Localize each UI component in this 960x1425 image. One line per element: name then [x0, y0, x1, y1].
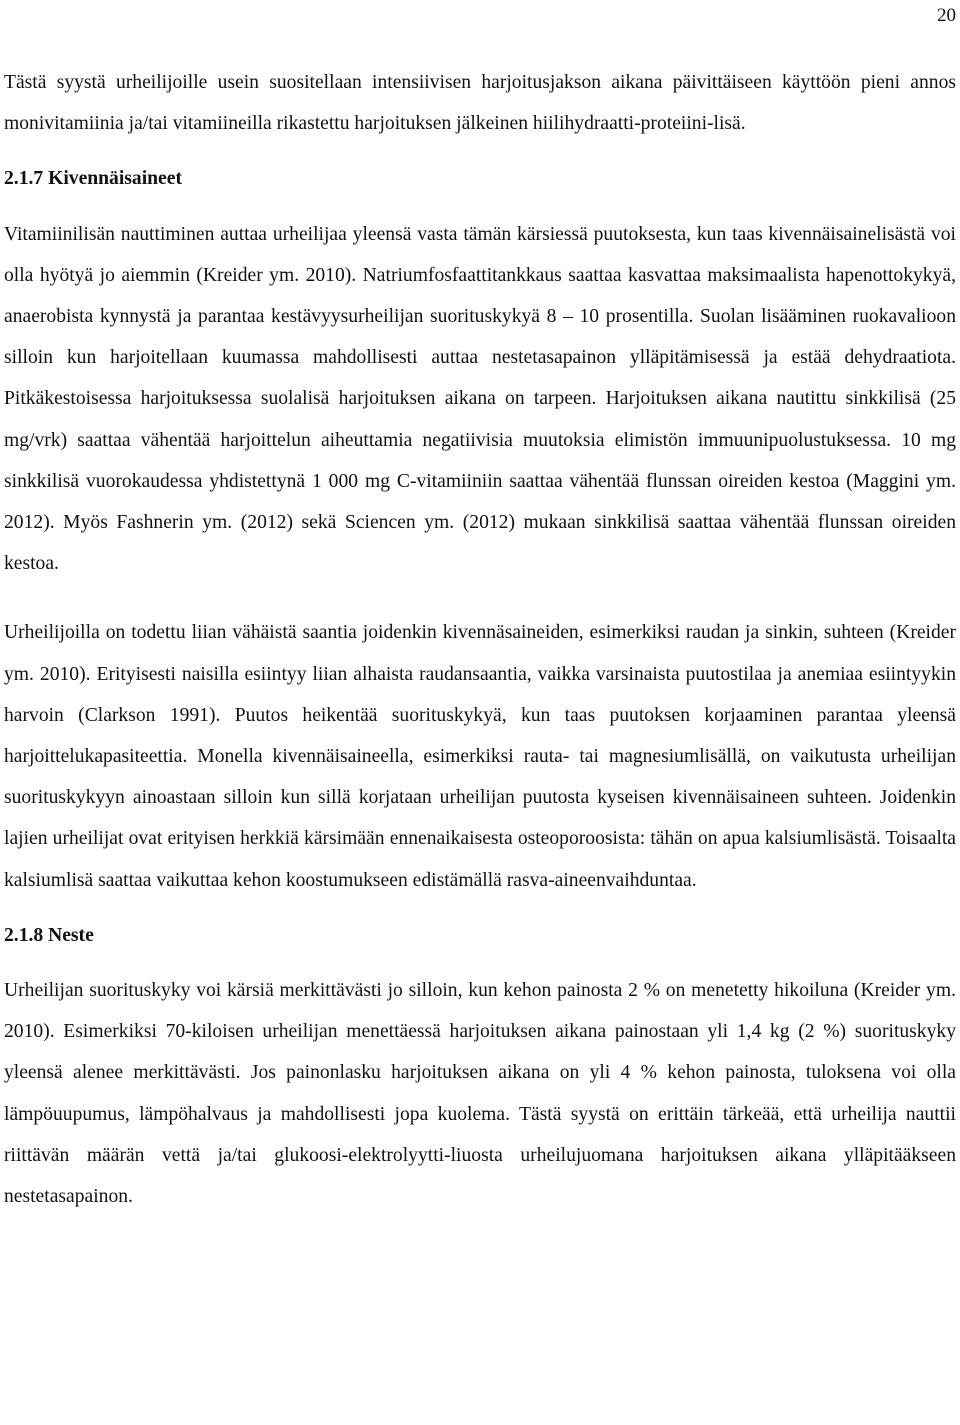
section-heading-neste: 2.1.8 Neste — [4, 924, 94, 946]
spacer — [4, 901, 956, 915]
kivennaisaineet-paragraph-2: Urheilijoilla on todettu liian vähäistä saantia joidenkin kivennäsaineiden, esimerkiksi raudan ja sinkin, suhteen (Kreider ym. 2010). Erityisesti naisilla esiintyy liian alhaista raudansaantia, vaikka varsinaista puutostilaa ja anemiaa esiintyykin harvoin (Clarkson 1991). Puutos heikentää suorituskykyä, kun taas puutoksen korjaaminen parantaa yleensä harjoittelukapasiteettia. Monella kivennäisaineella, esimerkiksi rauta- tai magnesiumlisällä, on vaikutusta urheilijan suorituskykyyn ainoastaan silloin kun sillä korjataan urheilijan puutosta kyseisen kivennäisaineen suhteen. Joidenkin lajien urheilijat ovat erityisen herkkiä kärsimään ennenaikaisesta osteoporoosista: tähän on apua kalsiumlisästä. Toisaalta kalsiumlisä saattaa vaikuttaa kehon koostumukseen edistämällä rasva-aineenvaihduntaa. — [4, 622, 956, 891]
kivennaisaineet-paragraph-1: Vitamiinilisän nauttiminen auttaa urheilijaa yleensä vasta tämän kärsiessä puutoksesta, kun taas kivennäisainelisästä voi olla hyötyä jo aiemmin (Kreider ym. 2010). Natriumfosfaattitankkaus saattaa kasvattaa maksimaalista hapenottokykyä, anaerobista kynnystä ja parantaa kestävyysurheilijan suorituskykyä 8 – 10 prosentilla. Suolan lisääminen ruokavalioon silloin kun harjoitellaan kuumassa mahdollisesti auttaa nestetasapainon ylläpitämisessä ja estää dehydraatiota. Pitkäkestoisessa harjoituksessa suolalisä harjoituksen aikana on tarpeen. Harjoituksen aikana nautittu sinkkilisä (25 mg/vrk) saattaa vähentää harjoittelun aiheuttamia negatiivisia muutoksia elimistön immuunipuolustuksessa. 10 mg sinkkilisä vuorokaudessa yhdistettynä 1 000 mg C-vitamiiniin saattaa vähentää flunssan oireiden kestoa (Maggini ym. 2012). Myös Fashnerin ym. (2012) sekä Sciencen ym. (2012) mukaan sinkkilisä saattaa vähentää flunssan oireiden kestoa. — [4, 223, 956, 575]
spacer — [4, 200, 956, 214]
spacer — [4, 956, 956, 970]
section-heading-kivennaisaineet: 2.1.7 Kivennäisaineet — [4, 168, 182, 190]
spacer — [4, 584, 956, 612]
neste-paragraph-1: Urheilijan suorituskyky voi kärsiä merkittävästi jo silloin, kun kehon painosta 2 % on menetetty hikoiluna (Kreider ym. 2010). Esimerkiksi 70-kiloisen urheilijan menettäessä harjoituksen aikana painostaan yli 1,4 kg (2 %) suorituskyky yleensä alenee merkittävästi. Jos painonlasku harjoituksen aikana on yli 4 % kehon painosta, tuloksena voi olla lämpöuupumus, lämpöhalvaus ja mahdollisesti jopa kuolema. Tästä syystä on erittäin tärkeää, että urheilija nauttii riittävän määrän vettä ja/tai glukoosi-elektrolyytti-liuosta urheilujuomana harjoituksen aikana ylläpitääkseen nestetasapainon. — [4, 980, 956, 1208]
spacer — [4, 144, 956, 158]
page-content — [4, 62, 956, 1217]
intro-paragraph: Tästä syystä urheilijoille usein suositellaan intensiivisen harjoitusjakson aikana päivittäiseen käyttöön pieni annos monivitamiinia ja/tai vitamiineilla rikastettu harjoituksen jälkeinen hiilihydraatti-proteiini-lisä. — [4, 72, 956, 135]
page-number: 20 — [937, 5, 956, 26]
